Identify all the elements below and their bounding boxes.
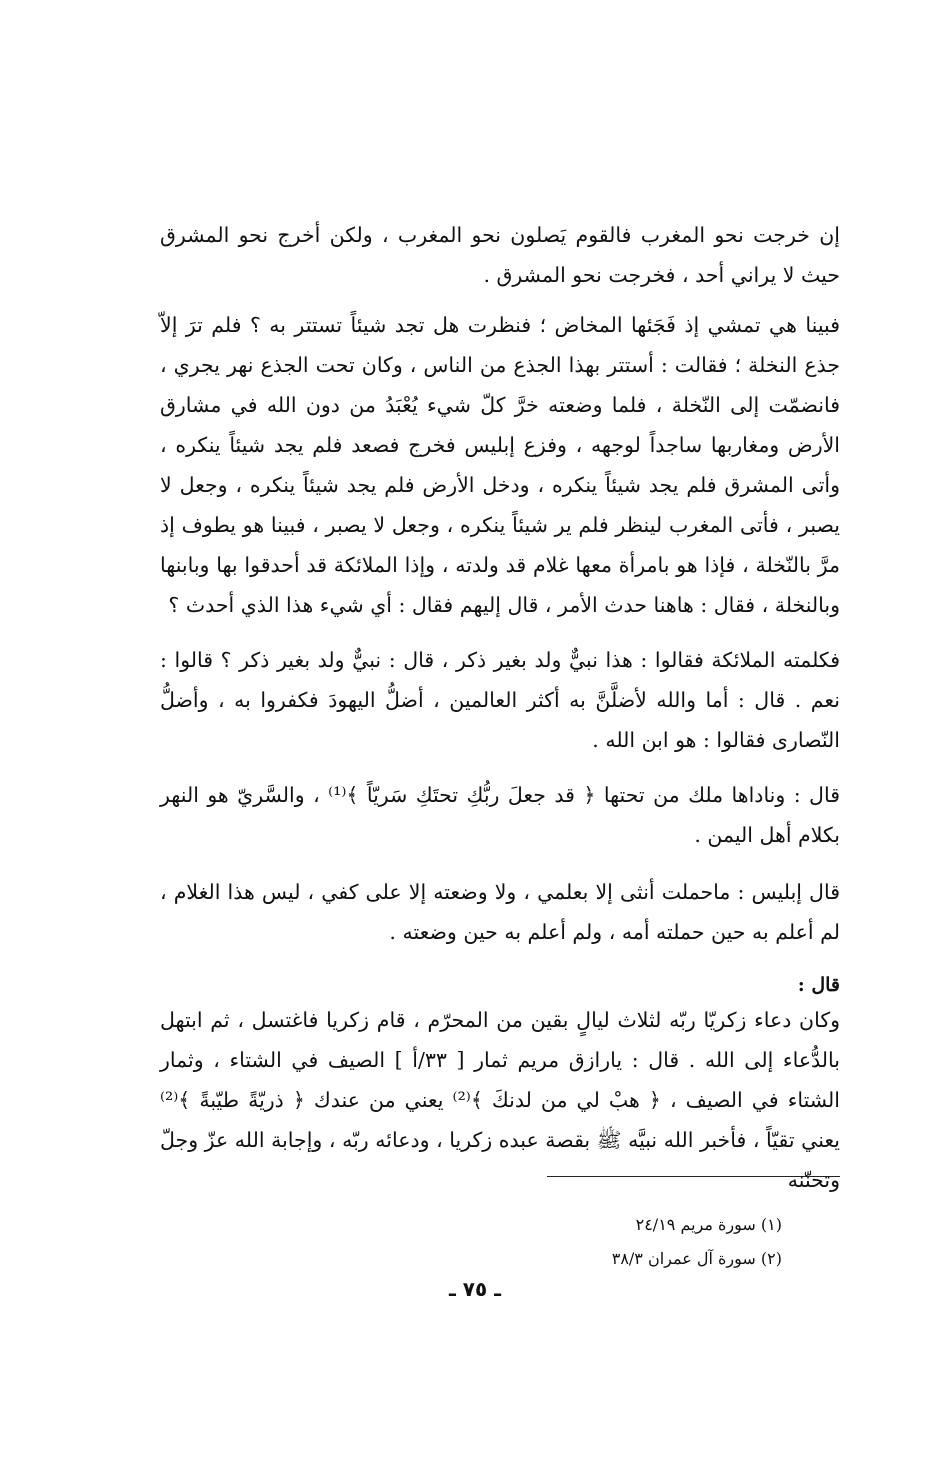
paragraph-7: وكان دعاء زكريّا ربّه لثلاث ليالٍ بقين من المحرّم ، قام زكريا فاغتسل ، ثم ابتهل بالدُّعاء إلى الله . قال : يارازق مريم ثمار [ ٣٣/أ ] الصيف في الشتاء ، وثمار الشتاء في الصيف ، ﴿ هبْ لي من لدنكَ ﴾⁽²⁾ يعني من عندك ﴿ ذريّةً طيّبةً ﴾⁽²⁾ يعني تقيّاً ، فأخبر الله نبيَّه ﷺ بقصة عبده زكريا ، ودعائه ربّه ، وإجابة الله عزّ وجلّ وتحنّنه xyxy=(160,1008,841,1192)
footnotes xyxy=(560,1208,782,1276)
section-label: قال : xyxy=(797,974,840,996)
footnote-2: (٢) سورة آل عمران ٣٨/٣ xyxy=(611,1249,782,1268)
paragraph-1: إن خرجت نحو المغرب فالقوم يَصلون نحو المغرب ، ولكن أخرج نحو المشرق حيث لا يراني أحد ، فخرجت نحو المشرق . xyxy=(160,223,840,287)
footnote-divider xyxy=(547,1176,840,1177)
footnote-1: (١) سورة مريم ٢٤/١٩ xyxy=(635,1215,782,1234)
paragraph-5: قال إبليس : ماحملت أنثى إلا بعلمي ، ولا وضعته إلا على كفي ، ليس هذا الغلام ، لم أعلم به حين حملته أمه ، ولم أعلم به حين وضعته . xyxy=(160,880,840,944)
paragraph-3: فكلمته الملائكة فقالوا : هذا نبيٌّ ولد بغير ذكر ، قال : نبيٌّ ولد بغير ذكر ؟ قالوا : نعم . قال : أما والله لأضلَّنَّ به أكثر العالمين ، أضلُّ اليهودَ فكفروا به ، وأضلُّ النّصارى فقالوا : هو ابن الله . xyxy=(160,648,840,752)
paragraph-4: قال : وناداها ملك من تحتها ﴿ قد جعلَ ربُّكِ تحتَكِ سَريّاً ﴾⁽¹⁾ ، والسَّريّ هو النهر بكلام أهل اليمن . xyxy=(160,783,840,847)
paragraph-2: فبينا هي تمشي إذ فَجَئها المخاض ؛ فنظرت هل تجد شيئاً تستتر به ؟ فلم ترَ إلاّ جذع النخلة ؛ فقالت : أستتر بهذا الجذع من الناس ، وكان تحت الجذع نهر يجري ، فانضمّت إلى النّخلة ، فلما وضعته خرَّ كلّ شيء يُعْبَدُ من دون الله في مشارق الأرض ومغاربها ساجداً لوجهه ، وفزع إبليس فخرج فصعد فلم يجد شيئاً ينكره ، وأتى المشرق فلم يجد شيئاً ينكره ، ودخل الأرض فلم يجد شيئاً ينكره ، وجعل لا يصبر ، فأتى المغرب لينظر فلم ير شيئاً ينكره ، وجعل لا يصبر ، فبينا هو يطوف إذ مرَّ بالنّخلة ، فإذا هو بامرأة معها غلام قد ولدته ، وإذا الملائكة قد أحدقوا بها وبابنها وبالنخلة ، فقال : هاهنا حدث الأمر ، قال إليهم فقال : أي شيء هذا الذي أحدث ؟ xyxy=(160,313,840,617)
page-number: ـ ٧٥ ـ xyxy=(448,1277,502,1301)
